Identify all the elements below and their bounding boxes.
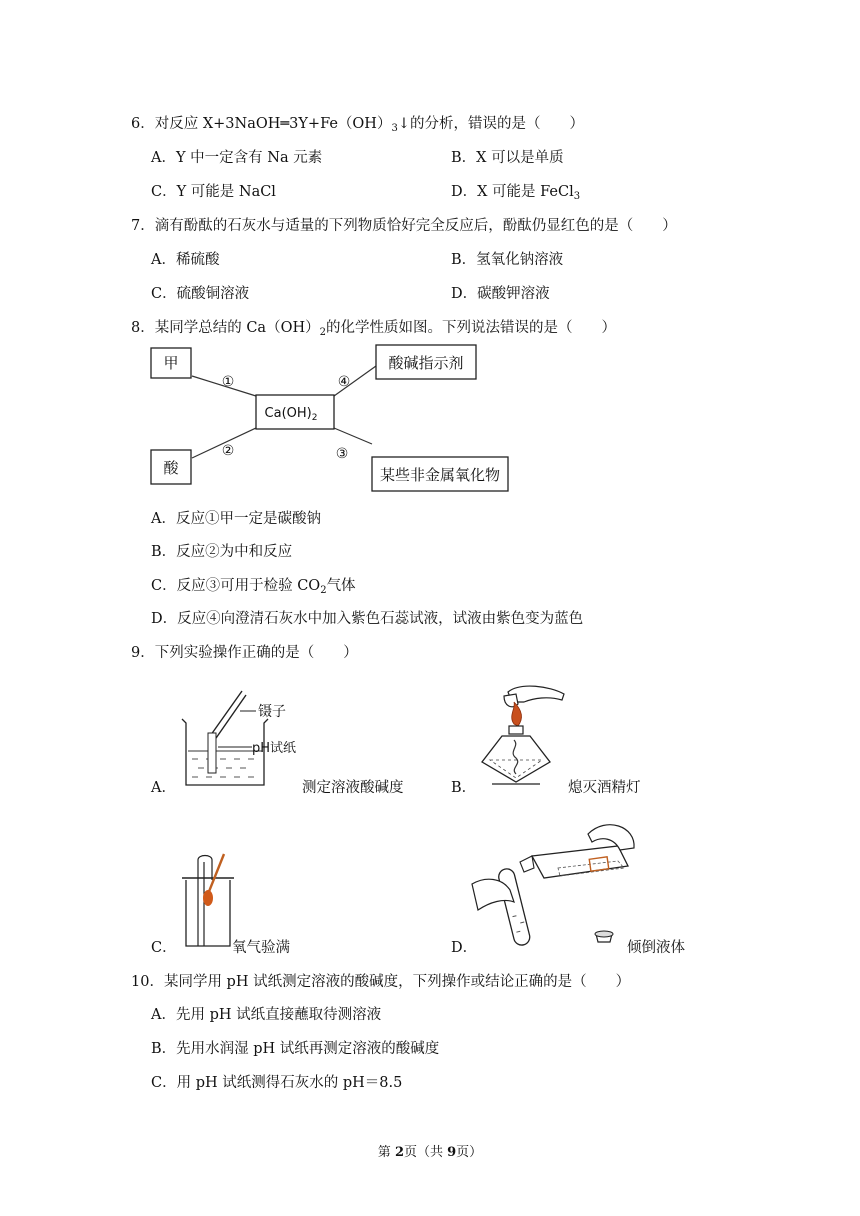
q9-option-c-letter: C． (151, 940, 177, 956)
q8-option-c-text: C．反应③可用于检验 CO (151, 578, 321, 594)
q9-option-d-caption: 倾倒液体 (627, 940, 685, 956)
q9-option-d-letter: D． (451, 940, 478, 956)
tweezers-label: 镊子 (258, 704, 286, 720)
q8-stem-sub: 2 (319, 327, 326, 338)
oxygen-test-bottle-illustration (178, 850, 238, 950)
q9-option-a-caption: 测定溶液酸碱度 (302, 780, 404, 796)
q8-option-a: A．反应①甲一定是碳酸钠 (151, 511, 321, 527)
q7-stem: 7．滴有酚酞的石灰水与适量的下列物质恰好完全反应后，酚酞仍显红色的是（ ） (131, 218, 677, 234)
q8-option-d: D．反应④向澄清石灰水中加入紫色石蕊试液，试液由紫色变为蓝色 (151, 611, 584, 627)
page-footer (0, 1141, 860, 1160)
q6-option-b: B．X 可以是单质 (451, 150, 564, 166)
footer-text-2: 页（共 (403, 1145, 448, 1160)
q9-option-c-caption: 氧气验满 (232, 940, 290, 956)
pouring-liquid-illustration (468, 806, 638, 952)
box-jia-label: 甲 (163, 354, 179, 372)
q9-option-a-letter: A． (151, 780, 176, 796)
box-center-label: $Ca(OH)_2$ (264, 406, 318, 423)
q8-stem-text-2: 的化学性质如图。下列说法错误的是（ ） (325, 320, 616, 336)
q6-option-c: C．Y 可能是 NaCl (151, 184, 276, 200)
q8-option-c (151, 574, 356, 596)
label-n2: ② (221, 443, 235, 459)
q8-stem (131, 316, 616, 338)
box-indicator-label: 酸碱指示剂 (388, 354, 464, 372)
label-n3: ③ (335, 446, 349, 462)
q10-option-c: C．用 pH 试纸测得石灰水的 pH＝8.5 (151, 1075, 403, 1091)
q6-stem-sub: 3 (391, 123, 398, 134)
footer-text-3: 页） (456, 1145, 483, 1160)
q8-option-c-text-2: 气体 (326, 578, 356, 594)
q6-stem (131, 112, 584, 134)
box-oxide-label: 某些非金属氧化物 (379, 466, 501, 484)
q7-option-c: C．硫酸铜溶液 (151, 286, 250, 302)
ca-oh2-property-diagram (140, 340, 520, 500)
q8-option-c-sub: 2 (320, 585, 327, 596)
label-n1: ① (221, 374, 235, 390)
q9-option-b-letter: B． (451, 780, 477, 796)
q6-option-a: A．Y 中一定含有 Na 元素 (151, 150, 323, 166)
q6-option-d-text: D．X 可能是 FeCl (451, 184, 574, 200)
q10-stem: 10．某同学用 pH 试纸测定溶液的酸碱度，下列操作或结论正确的是（ ） (131, 974, 631, 990)
q6-option-d (451, 180, 580, 202)
q6-stem-text: 6．对反应 X+3NaOH═3Y+Fe（OH） (131, 116, 392, 132)
ph-paper-label: pH试纸 (252, 741, 297, 756)
box-suan-label: 酸 (163, 459, 179, 477)
q10-option-b: B．先用水润湿 pH 试纸再测定溶液的酸碱度 (151, 1041, 440, 1057)
ph-test-beaker-illustration (178, 683, 308, 793)
q6-stem-text-2: ↓的分析，错误的是（ ） (397, 116, 584, 132)
footer-page-number: 2 (394, 1145, 404, 1160)
footer-text-1: 第 (377, 1145, 395, 1160)
q9-stem: 9．下列实验操作正确的是（ ） (131, 645, 358, 661)
q10-option-a: A．先用 pH 试纸直接蘸取待测溶液 (151, 1007, 382, 1023)
alcohol-lamp-illustration (468, 680, 578, 790)
line-3 (334, 428, 372, 444)
q7-option-d: D．碳酸钾溶液 (451, 286, 550, 302)
label-n4: ④ (337, 374, 351, 390)
q7-option-b: B．氢氧化钠溶液 (451, 252, 564, 268)
q9-option-b-caption: 熄灭酒精灯 (568, 780, 641, 796)
q7-option-a: A．稀硫酸 (151, 252, 220, 268)
q6-option-d-sub: 3 (573, 191, 581, 202)
q8-option-b: B．反应②为中和反应 (151, 544, 293, 560)
q8-stem-text: 8．某同学总结的 Ca（OH） (131, 320, 320, 336)
footer-total-pages: 9 (447, 1145, 457, 1160)
